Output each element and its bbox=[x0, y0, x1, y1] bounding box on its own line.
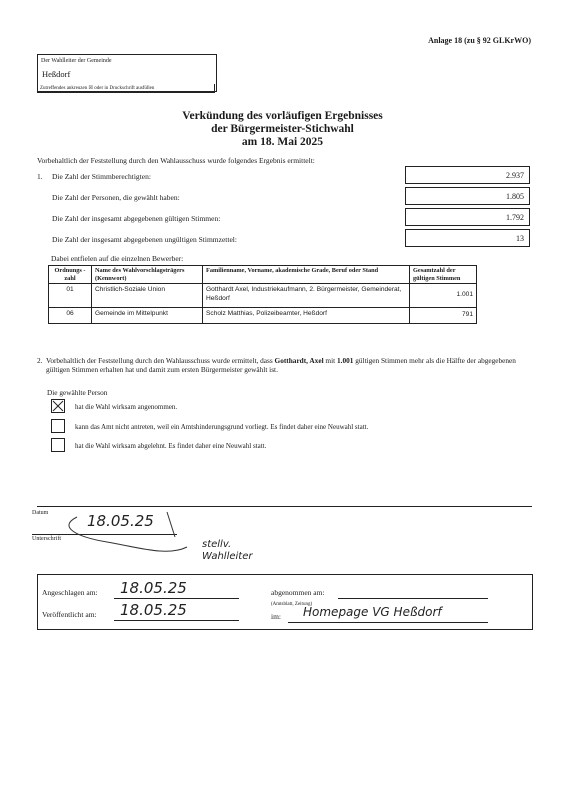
checkbox-declined[interactable] bbox=[51, 438, 65, 452]
title-line-1: Verkündung des vorläufigen Ergebnisses bbox=[182, 110, 383, 122]
text-part: Vorbehaltlich der Feststellung durch den Wahlausschuss wurde ermittelt, dass bbox=[46, 356, 275, 365]
title-line-3: am 18. Mai 2025 bbox=[241, 136, 324, 148]
result-label: Die Zahl der Personen, die gewählt haben: bbox=[52, 193, 180, 202]
result-value[interactable]: 13 bbox=[405, 229, 530, 247]
cell-traeger: Gemeinde im Mittelpunkt bbox=[92, 308, 203, 324]
cell-nr: 06 bbox=[49, 308, 92, 324]
posted-date[interactable]: 18.05.25 bbox=[120, 579, 187, 597]
cell-nr: 01 bbox=[49, 284, 92, 308]
published-date[interactable]: 18.05.25 bbox=[120, 601, 187, 619]
published-in-value[interactable]: Homepage VG Heßdorf bbox=[303, 605, 442, 619]
text-part: mit bbox=[323, 356, 337, 365]
option-accepted-label: hat die Wahl wirksam angenommen. bbox=[75, 403, 178, 411]
posted-label: Angeschlagen am: bbox=[42, 588, 98, 597]
published-line bbox=[114, 620, 239, 621]
candidates-table bbox=[48, 265, 477, 324]
posting-box bbox=[37, 574, 533, 630]
section-2-text bbox=[46, 356, 537, 374]
published-label: Veröffentlicht am: bbox=[42, 610, 97, 619]
date-handwritten[interactable]: 18.05.25 bbox=[87, 512, 154, 530]
signature-stroke-icon bbox=[47, 507, 207, 567]
result-label: Die Zahl der insgesamt abgegebenen gültigen Stimmen: bbox=[52, 214, 221, 223]
table-row bbox=[49, 284, 477, 308]
check-cross-icon bbox=[52, 400, 64, 412]
result-value[interactable]: 1.792 bbox=[405, 208, 530, 226]
cell-traeger: Christlich-Soziale Union bbox=[92, 284, 203, 308]
signature-area bbox=[32, 506, 532, 575]
elected-votes[interactable]: 1.001 bbox=[337, 356, 354, 365]
intro-text: Vorbehaltlich der Feststellung durch den Wahlausschuss wurde folgendes Ergebnis ermittelt: bbox=[37, 156, 315, 165]
result-value[interactable]: 2.937 bbox=[405, 166, 530, 184]
cell-person: Gotthardt Axel, Industriekaufmann, 2. Bürgermeister, Gemeinderat, Heßdorf bbox=[203, 284, 410, 308]
cell-person: Scholz Matthias, Polizeibeamter, Heßdorf bbox=[203, 308, 410, 324]
result-label: Die Zahl der Stimmberechtigten: bbox=[52, 172, 151, 181]
removed-line[interactable] bbox=[338, 598, 488, 599]
posted-line bbox=[114, 598, 239, 599]
col-ordnungszahl: Ordnungs - zahl bbox=[49, 266, 92, 284]
result-value[interactable]: 1.805 bbox=[405, 187, 530, 205]
elected-person-label: Die gewählte Person bbox=[47, 388, 108, 397]
signature-handwritten[interactable]: stellv. Wahlleiter bbox=[202, 539, 253, 562]
annex-reference: Anlage 18 (zu § 92 GLKrWO) bbox=[428, 36, 531, 45]
cell-stimmen[interactable]: 1.001 bbox=[410, 284, 477, 308]
checkbox-hindered[interactable] bbox=[51, 419, 65, 433]
fill-instruction: Zutreffendes ankreuzen ☒ oder in Druckschrift ausfüllen bbox=[37, 84, 215, 93]
col-wahlvorschlag: Name des Wahlvorschlagsträgers (Kennwort) bbox=[92, 266, 203, 284]
result-label: Die Zahl der insgesamt abgegebenen ungültigen Stimmzettel: bbox=[52, 235, 237, 244]
gazette-label: (Amtsblatt, Zeitung) bbox=[271, 602, 313, 607]
municipality-name: Heßdorf bbox=[42, 69, 71, 79]
table-header-row bbox=[49, 266, 477, 284]
checkbox-accepted[interactable] bbox=[51, 399, 65, 413]
text-part: gültigen Stimmen mehr als die Hälfte der abgegebenen gültigen Stimmen erhalten hat und damit zum ersten Bürgermeister gewählt ist. bbox=[46, 356, 516, 374]
option-declined-label: hat die Wahl wirksam abgelehnt. Es findet daher eine Neuwahl statt. bbox=[75, 442, 267, 450]
document-title bbox=[0, 110, 565, 149]
section-2 bbox=[37, 356, 537, 374]
in-line bbox=[288, 622, 488, 623]
removed-label: abgenommen am: bbox=[271, 588, 325, 597]
title-line-2: der Bürgermeister-Stichwahl bbox=[211, 123, 354, 135]
table-row bbox=[49, 308, 477, 324]
date-label: Datum bbox=[32, 510, 49, 516]
option-hindered-label: kann das Amt nicht antreten, weil ein Amtshinderungsgrund vorliegt. Es findet daher eine Neuwahl statt. bbox=[75, 423, 369, 431]
section-number: 2. bbox=[37, 356, 43, 365]
candidates-intro: Dabei entfielen auf die einzelnen Bewerber: bbox=[51, 254, 184, 263]
col-stimmen: Gesamtzahl der gültigen Stimmen bbox=[410, 266, 477, 284]
in-label: im: bbox=[271, 612, 282, 621]
col-name: Familienname, Vorname, akademische Grade, Beruf oder Stand bbox=[203, 266, 410, 284]
section-number: 1. bbox=[37, 172, 43, 181]
cell-stimmen[interactable]: 791 bbox=[410, 308, 477, 324]
elected-name[interactable]: Gotthardt, Axel bbox=[274, 356, 324, 365]
municipality-label: Der Wahlleiter der Gemeinde bbox=[41, 58, 112, 64]
signature-label: Unterschrift bbox=[32, 536, 61, 542]
